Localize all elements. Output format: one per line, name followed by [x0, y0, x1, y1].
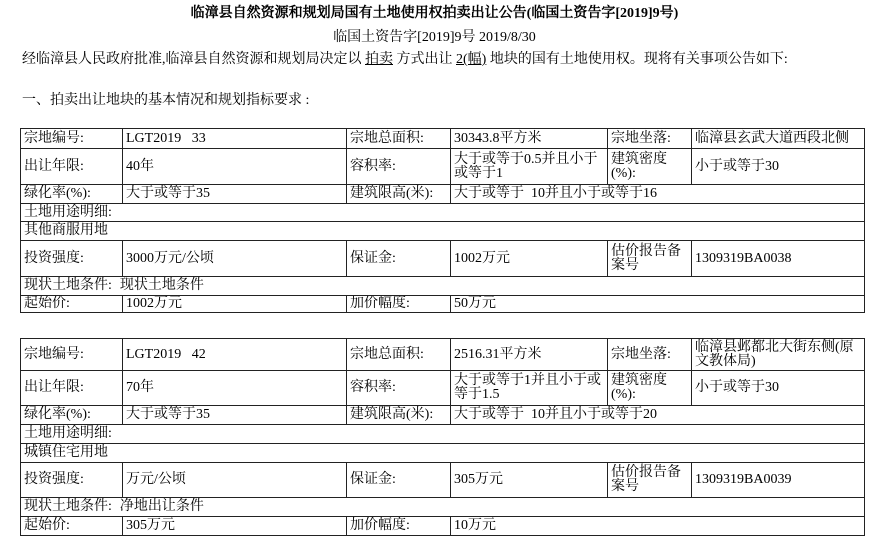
greening-rate-label: 绿化率(%): — [21, 406, 123, 425]
starting-price-value: 1002万元 — [123, 296, 347, 313]
deposit-value: 305万元 — [451, 463, 608, 498]
plot-ratio-value: 大于或等于1并且小于或等于1.5 — [451, 371, 608, 406]
parcel-no-label: 宗地编号: — [21, 129, 123, 149]
starting-price-label: 起始价: — [21, 517, 123, 536]
height-limit-label: 建筑限高(米): — [347, 406, 451, 425]
height-limit-value: 大于或等于 10并且小于或等于20 — [451, 406, 865, 425]
plot-ratio-label: 容积率: — [347, 149, 451, 185]
intro-mid: 方式出让 — [393, 52, 456, 67]
greening-rate-value: 大于或等于35 — [123, 406, 347, 425]
total-area-value: 30343.8平方米 — [451, 129, 608, 149]
table-row — [21, 444, 865, 463]
deposit-label: 保证金: — [347, 463, 451, 498]
bid-increment-value: 50万元 — [451, 296, 865, 313]
investment-intensity-value: 万元/公顷 — [123, 463, 347, 498]
page-title: 临漳县自然资源和规划局国有土地使用权拍卖出让公告(临国土资告字[2019]9号) — [190, 6, 679, 21]
investment-intensity-label: 投资强度: — [21, 463, 123, 498]
starting-price-label: 起始价: — [21, 296, 123, 313]
term-label: 出让年限: — [21, 149, 123, 185]
table-row — [21, 149, 865, 185]
section-heading: 一、拍卖出让地块的基本情况和规划指标要求 : — [22, 93, 310, 108]
document-number-date: 临国土资告字[2019]9号 2019/8/30 — [333, 30, 536, 45]
table-row — [21, 463, 865, 498]
bid-increment-label: 加价幅度: — [347, 517, 451, 536]
land-use-detail-label: 土地用途明细: — [21, 425, 865, 444]
table-row — [21, 371, 865, 406]
location-label: 宗地坐落: — [608, 129, 692, 149]
appraisal-record-no-value: 1309319BA0038 — [692, 241, 865, 277]
table-row — [21, 129, 865, 149]
land-condition-value: 现状土地条件 — [119, 278, 204, 293]
table-row — [21, 339, 865, 371]
appraisal-record-no-label: 估价报告备案号 — [608, 241, 692, 277]
starting-price-value: 305万元 — [123, 517, 347, 536]
land-use-detail-label: 土地用途明细: — [21, 204, 865, 222]
land-condition-label: 现状土地条件: — [24, 499, 112, 514]
location-label: 宗地坐落: — [608, 339, 692, 371]
intro-tail: 地块的国有土地使用权。现将有关事项公告如下: — [486, 52, 788, 67]
land-use-value: 城镇住宅用地 — [21, 444, 865, 463]
plot-ratio-value: 大于或等于0.5并且小于或等于1 — [451, 149, 608, 185]
location-value: 临漳县邺都北大街东侧(原文教体局) — [692, 339, 865, 371]
plot-ratio-label: 容积率: — [347, 371, 451, 406]
appraisal-record-no-label: 估价报告备案号 — [608, 463, 692, 498]
land-condition-value: 净地出让条件 — [119, 499, 204, 514]
total-area-label: 宗地总面积: — [347, 129, 451, 149]
table-row — [21, 241, 865, 277]
investment-intensity-label: 投资强度: — [21, 241, 123, 277]
parcel-table-1 — [20, 128, 865, 313]
bid-increment-value: 10万元 — [451, 517, 865, 536]
height-limit-value: 大于或等于 10并且小于或等于16 — [451, 185, 865, 204]
table-row — [21, 498, 865, 517]
greening-rate-label: 绿化率(%): — [21, 185, 123, 204]
parcel-table-2 — [20, 338, 865, 536]
term-value: 40年 — [123, 149, 347, 185]
parcel-no-label: 宗地编号: — [21, 339, 123, 371]
building-density-label: 建筑密度(%): — [608, 371, 692, 406]
total-area-value: 2516.31平方米 — [451, 339, 608, 371]
table-row — [21, 185, 865, 204]
table-row — [21, 222, 865, 241]
building-density-value: 小于或等于30 — [692, 371, 865, 406]
deposit-value: 1002万元 — [451, 241, 608, 277]
table-row — [21, 425, 865, 444]
land-condition-label: 现状土地条件: — [24, 278, 112, 293]
intro-method: 拍卖 — [365, 52, 393, 67]
deposit-label: 保证金: — [347, 241, 451, 277]
greening-rate-value: 大于或等于35 — [123, 185, 347, 204]
investment-intensity-value: 3000万元/公顷 — [123, 241, 347, 277]
parcel-no-value: LGT2019 42 — [123, 339, 347, 371]
land-condition-cell — [21, 277, 865, 296]
height-limit-label: 建筑限高(米): — [347, 185, 451, 204]
land-condition-cell — [21, 498, 865, 517]
table-row — [21, 517, 865, 536]
parcel-no-value: LGT2019 33 — [123, 129, 347, 149]
table-row — [21, 406, 865, 425]
term-value: 70年 — [123, 371, 347, 406]
table-row — [21, 277, 865, 296]
intro-count: 2(幅) — [456, 52, 487, 67]
building-density-value: 小于或等于30 — [692, 149, 865, 185]
location-value: 临漳县玄武大道西段北侧 — [692, 129, 865, 149]
bid-increment-label: 加价幅度: — [347, 296, 451, 313]
intro-lead: 经临漳县人民政府批准,临漳县自然资源和规划局决定以 — [22, 52, 365, 67]
land-use-value: 其他商服用地 — [21, 222, 865, 241]
table-row — [21, 296, 865, 313]
intro-paragraph — [22, 52, 862, 68]
appraisal-record-no-value: 1309319BA0039 — [692, 463, 865, 498]
total-area-label: 宗地总面积: — [347, 339, 451, 371]
table-row — [21, 204, 865, 222]
building-density-label: 建筑密度(%): — [608, 149, 692, 185]
term-label: 出让年限: — [21, 371, 123, 406]
